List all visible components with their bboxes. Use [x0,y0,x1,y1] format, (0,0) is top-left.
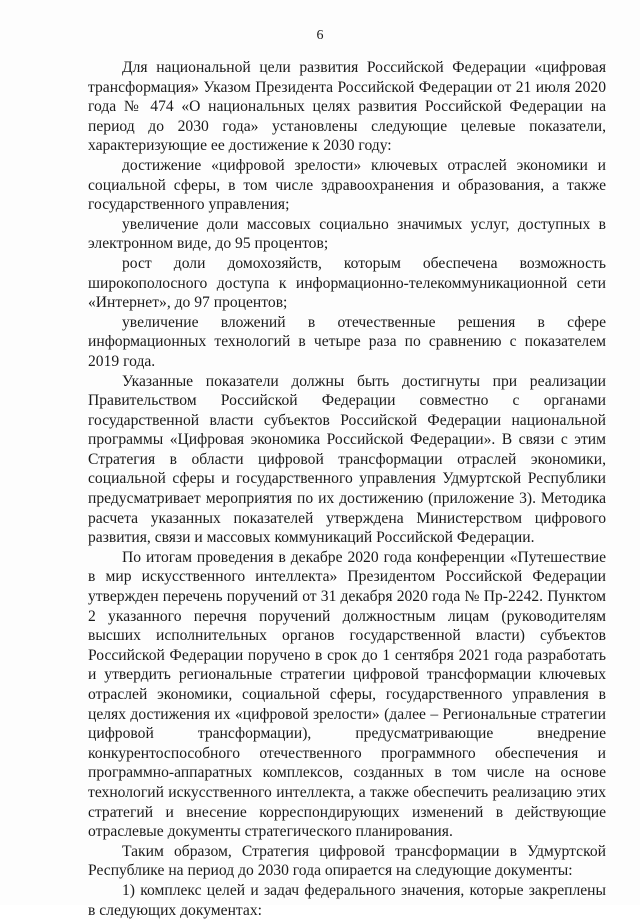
paragraph-goal-digital-maturity: достижение «цифровой зрелости» ключевых отраслей экономики и социальной сферы, в том числе здравоохранения и образования, а также государственного управления; [88,156,606,214]
document-body [88,58,606,920]
paragraph-ai-conference-instructions: По итогам проведения в декабре 2020 года конференции «Путешествие в мир искусственного интеллекта» Президентом Российской Федерации утвержден перечень поручений от 31 декабря 2020 года № Пр-2242. Пунктом 2 указанного перечня поручений должностным лицам (руководителям высших исполнительных органов государственной власти) субъектов Российской Федерации поручено в срок до 1 сентября 2021 года разработать и утвердить региональные стратегии цифровой трансформации ключевых отраслей экономики, социальной сферы, государственного управления в целях достижения их «цифровой зрелости» (далее – Региональные стратегии цифровой трансформации), предусматривающие внедрение конкурентоспособного отечественного программного обеспечения и программно-аппаратных комплексов, созданных в том числе на основе технологий искусственного интеллекта, а также обеспечить реализацию этих стратегий и внесение корреспондирующих изменений в действующие отраслевые документы стратегического планирования. [88,548,606,841]
paragraph-federal-goals-list: 1) комплекс целей и задач федерального значения, которые закреплены в следующих документах: [88,881,606,919]
paragraph-goal-it-investments: увеличение вложений в отечественные решения в сфере информационных технологий в четыре раза по сравнению с показателем 2019 года. [88,313,606,370]
paragraph-goal-electronic-services: увеличение доли массовых социально значимых услуг, доступных в электронном виде, до 95 процентов; [88,215,606,253]
paragraph-indicators-achievement: Указанные показатели должны быть достигнуты при реализации Правительством Российской Федерации совместно с органами государственной власти субъектов Российской Федерации национальной программы «Цифровая экономика Российской Федерации». В связи с этим Стратегия в области цифровой трансформации отраслей экономики, социальной сферы и государственного управления Удмуртской Республики предусматривает мероприятия по их достижению (приложение 3). Методика расчета указанных показателей утверждена Министерством цифрового развития, связи и массовых коммуникаций Российской Федерации. [88,372,606,547]
paragraph-goal-broadband-access: рост доли домохозяйств, которым обеспечена возможность широкополосного доступа к информационно-телекоммуникационной сети «Интернет», до 97 процентов; [88,254,606,312]
paragraph-strategy-basis: Таким образом, Стратегия цифровой трансформации в Удмуртской Республике на период до 2030 года опирается на следующие документы: [88,842,606,880]
paragraph-national-goal-intro: Для национальной цели развития Российской Федерации «цифровая трансформация» Указом Президента Российской Федерации от 21 июля 2020 года № 474 «О национальных целях развития Российской Федерации на период до 2030 года» установлены следующие целевые показатели, характеризующие ее достижение к 2030 году: [88,59,606,155]
page-number: 6 [316,28,324,43]
